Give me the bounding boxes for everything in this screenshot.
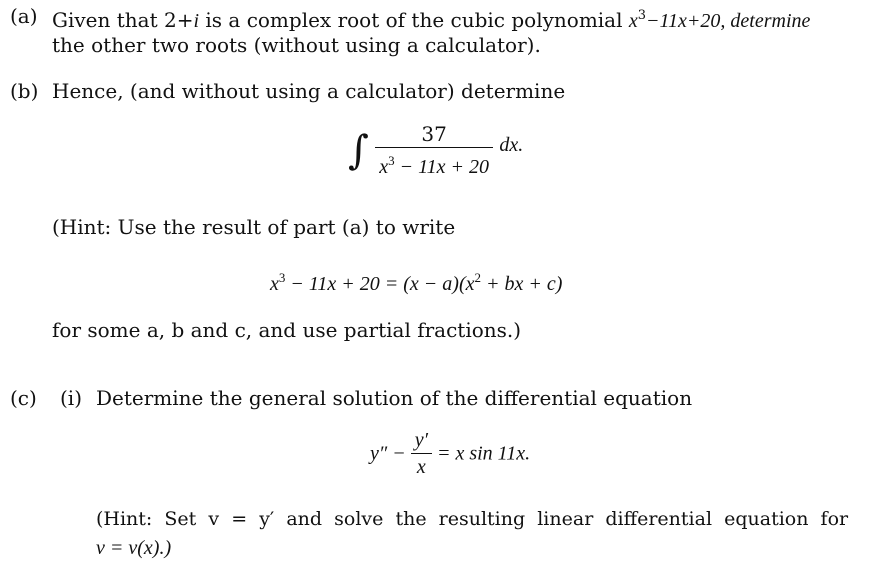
den-x: x	[379, 156, 389, 178]
factor-end: + bx + c)	[481, 273, 563, 295]
part-a-line2: the other two roots (without using a calculator).	[52, 33, 541, 57]
part-b-hint-line1: (Hint: Use the result of part (a) to write	[52, 215, 456, 239]
ode-lhs: y″ −	[370, 442, 406, 465]
factorization-equation	[270, 266, 562, 296]
part-a-imag-unit: i	[193, 10, 200, 32]
factor-lhs-x: x	[270, 273, 279, 295]
fraction-bar	[375, 147, 493, 148]
part-a-line1-pre: Given that 2+	[52, 8, 194, 32]
part-a-line1-mid: is a complex root of the cubic polynomial	[199, 8, 629, 32]
differential-equation	[370, 428, 530, 479]
part-a-label: (a)	[10, 4, 38, 28]
integrand-numerator: 37	[421, 122, 447, 146]
part-b-hint-line2: for some a, b and c, and use partial fractions.)	[52, 318, 522, 342]
integrand-fraction	[375, 122, 493, 179]
part-b-label: (b)	[10, 79, 39, 103]
part-a-poly-exp: 3	[637, 8, 647, 23]
part-a-line1	[52, 4, 810, 33]
factor-lhs-exp: 3	[278, 270, 286, 285]
ode-fraction	[411, 428, 432, 479]
ode-rhs: = x sin 11x.	[436, 442, 531, 465]
integrand-denominator	[375, 149, 493, 179]
ode-fraction-bar	[411, 453, 432, 454]
ode-denominator: x	[416, 456, 426, 478]
part-a-poly-x: x	[628, 10, 638, 32]
factor-lhs-rest: − 11x + 20 = (x − a)(x	[285, 273, 475, 295]
integral-expression	[348, 122, 523, 179]
part-c-sub-label: (i)	[60, 386, 83, 410]
part-b-intro: Hence, (and without using a calculator) determine	[52, 79, 566, 103]
ode-numerator: y′	[414, 429, 428, 451]
integral-sign: ∫	[348, 127, 369, 174]
den-rest: − 11x + 20	[394, 156, 489, 178]
den-exp: 3	[388, 153, 395, 168]
integral-dx: dx.	[499, 133, 524, 156]
part-c-label: (c)	[10, 386, 37, 410]
part-c-hint-line1: (Hint: Set v = y′ and solve the resulting linear differential equation for	[96, 508, 849, 530]
factor-exp: 2	[474, 270, 482, 285]
part-a-poly-rest: −11x+20, determine	[646, 10, 811, 32]
part-c-hint-line2: v = v(x).)	[96, 537, 172, 559]
part-c-intro: Determine the general solution of the differential equation	[96, 386, 693, 410]
